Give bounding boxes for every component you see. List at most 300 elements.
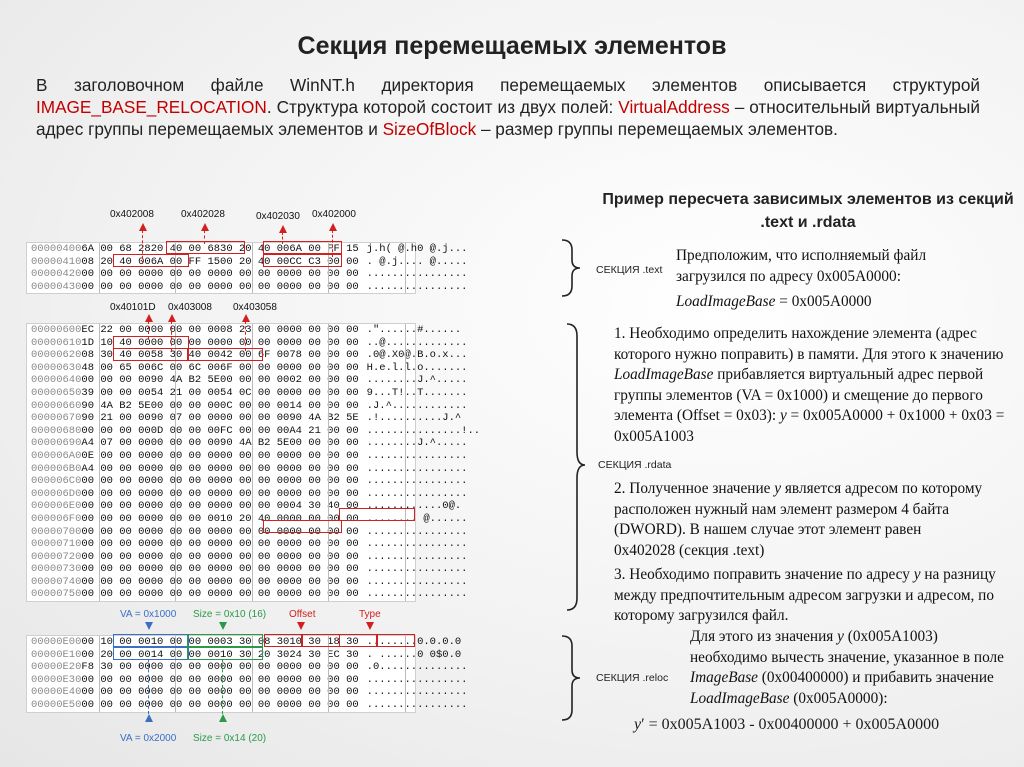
- hex-address: 00000630: [31, 361, 82, 374]
- hex-bytes: 00 00 00 00: [150, 500, 221, 513]
- hex-ascii: ................: [366, 525, 468, 538]
- hex-address: 00000E20: [31, 661, 82, 674]
- hex-row: [27, 399, 468, 413]
- hex-address: 00000720: [31, 550, 82, 563]
- hex-bytes: 90 4A B2 5E: [289, 412, 359, 425]
- arrow-down-icon: [297, 622, 305, 630]
- hex-bytes: 14 00 00 00: [150, 648, 221, 661]
- hex-row: [27, 437, 468, 450]
- hex-bytes: 00 00 00 00: [81, 374, 151, 387]
- hex-address: 000006F0: [31, 512, 82, 525]
- hex-address: 00000620: [31, 349, 82, 362]
- hex-address: 00000E50: [31, 698, 82, 711]
- hex-bytes: 00 00 00 00: [220, 268, 290, 281]
- hex-bytes: 00 00 00 00: [81, 698, 151, 711]
- hex-address: 00000670: [31, 412, 82, 425]
- slide-title: Секция перемещаемых элементов: [297, 32, 727, 60]
- hex-bytes: FC 00 00 00: [220, 424, 290, 437]
- hex-row: [27, 487, 468, 501]
- assumption-text: [676, 246, 996, 287]
- loadimagebase-line: [676, 292, 996, 313]
- column-divider: [99, 636, 100, 712]
- hex-bytes: 00 00 00 00: [289, 698, 359, 711]
- section-rdata-label: СЕКЦИЯ .rdata: [598, 459, 672, 471]
- hex-address: 00000E00: [31, 636, 82, 648]
- hex-address: 000006A0: [31, 449, 82, 462]
- highlight-0x402028: [166, 241, 245, 254]
- hex-row: [27, 575, 468, 589]
- rdata-annot-0x403058: 0x403058: [233, 302, 277, 313]
- hex-ascii: ................: [366, 686, 468, 699]
- hex-bytes: 00 00 00 00: [150, 673, 221, 686]
- hex-bytes: 08 30 40 00: [81, 349, 151, 362]
- hex-bytes: 00 00 00 00: [81, 550, 151, 563]
- hex-ascii: . ......0 0$0.0: [366, 648, 462, 661]
- hex-ascii: .0@.X0@.B.o.x...: [366, 349, 468, 362]
- highlight-entry-3018: [376, 634, 415, 647]
- connector-line: [148, 659, 149, 714]
- hex-bytes: 00 00 00 00: [150, 462, 221, 475]
- hex-ascii: ........J.^.....: [366, 374, 468, 387]
- hex-bytes: 00 00 00 00: [289, 538, 359, 551]
- rdata-annot-0x40101d: 0x40101D: [110, 302, 156, 313]
- hex-ascii: ........0.0.0.0: [366, 636, 462, 648]
- rdata-brace: [565, 322, 595, 612]
- arrow-up-icon: [201, 223, 209, 231]
- hex-address: 000006E0: [31, 500, 82, 513]
- column-divider: [175, 324, 176, 601]
- hex-ascii: 9...T!..T.......: [366, 386, 468, 399]
- highlight-0x402030: [263, 241, 342, 254]
- hex-bytes: 00 00 00 00: [150, 698, 221, 711]
- column-divider: [328, 636, 329, 712]
- hex-bytes: 00 00 00 00: [289, 661, 359, 674]
- hex-ascii: ................: [366, 475, 468, 488]
- hex-bytes: 6F 00 00 00: [220, 361, 290, 374]
- hex-bytes: 30 20 40 00: [220, 243, 290, 255]
- hex-bytes: 0E 00 00 00: [81, 449, 151, 462]
- hex-bytes: 00 00 00 00: [150, 280, 221, 293]
- arrow-up-icon: [145, 314, 153, 322]
- hex-ascii: ................: [366, 673, 468, 686]
- hex-bytes: 39 00 00 00: [81, 386, 151, 399]
- hex-bytes: 00 00 00 00: [220, 475, 290, 488]
- hex-bytes: 90 07 00 00: [150, 412, 221, 425]
- reloc-type-label: Type: [359, 609, 381, 620]
- hex-bytes: 00 00 00 00: [220, 686, 290, 699]
- column-divider: [405, 636, 406, 712]
- hex-address: 00000610: [31, 336, 82, 349]
- hex-ascii: .!..........J.^: [366, 412, 462, 425]
- result-formula: y′ = 0x005A1003 - 0x00400000 + 0x005A0000: [634, 716, 940, 733]
- hex-row: [27, 661, 468, 674]
- hex-address: 00000650: [31, 386, 82, 399]
- hex-bytes: 14 00 00 00: [289, 399, 359, 412]
- hex-bytes: 00 00 00 00: [220, 563, 290, 576]
- hex-ascii: ................: [366, 588, 468, 601]
- hex-address: 00000660: [31, 399, 82, 412]
- text-annot-0x402030: 0x402030: [256, 211, 300, 222]
- hex-bytes: 00 00 00 00: [81, 575, 151, 588]
- hex-bytes: 00 00 00 00: [150, 575, 221, 588]
- reloc-va-2000-label: VA = 0x2000: [120, 733, 177, 744]
- hex-address: 00000750: [31, 588, 82, 601]
- hex-bytes: 00 00 00 00: [220, 336, 290, 349]
- hex-bytes: 58 30 40 00: [150, 349, 221, 362]
- column-divider: [405, 243, 406, 293]
- hex-bytes: 00 00 00 00: [150, 550, 221, 563]
- hex-row: [27, 424, 481, 438]
- loadimagebase-value: = 0x005A0000: [775, 293, 872, 310]
- hex-bytes: 00 00 00 00: [289, 563, 359, 576]
- hex-bytes: 00 00 00 00: [289, 361, 359, 374]
- hex-address: 00000E40: [31, 686, 82, 699]
- hex-bytes: 00 00 00 00: [289, 575, 359, 588]
- text-annot-0x402008: 0x402008: [110, 209, 154, 220]
- hex-bytes: 08 23 00 00: [220, 324, 290, 336]
- hex-ascii: ................: [366, 487, 468, 500]
- connector-line: [245, 321, 246, 351]
- hex-bytes: 48 00 65 00: [81, 361, 151, 374]
- hex-bytes: 00 00 00 00: [289, 512, 359, 525]
- hex-row: [27, 686, 468, 699]
- hex-address: 00000680: [31, 424, 82, 437]
- step-3-detail-text: Для этого из значения y (0x005A1003) необходимо вычесть значение, указанное в поле ImageBase (0x00400000) и прибавить значение LoadImageBase (0x005A0000):: [690, 628, 1004, 707]
- hex-bytes: 00 00 00 00: [81, 268, 151, 281]
- hex-bytes: 00 00 00 00: [220, 698, 290, 711]
- hex-bytes: 00 00 00 00: [81, 525, 151, 538]
- hex-ascii: ................: [366, 575, 468, 588]
- hex-bytes: 0D 00 00 00: [150, 424, 221, 437]
- highlight-0x403008: [113, 348, 189, 361]
- hex-ascii: ..@.............: [366, 336, 468, 349]
- hex-row: [27, 525, 468, 539]
- hex-bytes: 00 00 00 00: [81, 500, 151, 513]
- hex-address: 00000690: [31, 437, 82, 450]
- step-2-text: 2. Полученное значение y является адресом по которому расположен нужный нам элемент размером 4 байта (DWORD). В нашем случае этот элемент равен 0x402028 (секция .text): [614, 480, 983, 559]
- hex-bytes: 04 30 40 00: [289, 500, 359, 513]
- hex-bytes: 00 00 00 00: [220, 280, 290, 293]
- reloc-size-14-label: Size = 0x14 (20): [193, 733, 267, 744]
- hex-row: [27, 588, 468, 601]
- hex-bytes: 00 00 00 00: [81, 563, 151, 576]
- hex-bytes: 90 4A B2 5E: [81, 399, 151, 412]
- hex-row: [27, 538, 468, 551]
- hex-address: 00000400: [31, 243, 82, 255]
- hex-bytes: 00 00 00 00: [81, 588, 151, 601]
- highlight-entry-3003: [264, 634, 303, 647]
- hex-bytes: 00 00 00 00: [220, 673, 290, 686]
- hex-bytes: 90 4A B2 5E: [220, 437, 290, 450]
- example-title: Пример пересчета зависимых элементов из секций .text и .rdata: [602, 191, 1014, 231]
- hex-bytes: 00 00 00 00: [220, 575, 290, 588]
- highlight-va-2000: [113, 647, 189, 660]
- section-reloc-label: СЕКЦИЯ .reloc: [596, 672, 669, 684]
- hex-address: 00000740: [31, 575, 82, 588]
- hex-bytes: 00 00 00 00: [150, 525, 221, 538]
- column-divider: [405, 324, 406, 601]
- hex-bytes: 00 00 00 00: [289, 487, 359, 500]
- highlight-va-1000: [113, 634, 189, 647]
- intro-paragraph: [36, 74, 980, 140]
- hex-row: [27, 361, 468, 375]
- hex-bytes: 6A 00 FF 15: [150, 255, 221, 268]
- hex-row: [27, 386, 468, 400]
- column-divider: [252, 324, 253, 601]
- hex-bytes: 00 00 00 00: [150, 336, 221, 349]
- reloc-va-1000-label: VA = 0x1000: [120, 609, 177, 620]
- hex-bytes: F8 30 00 00: [81, 661, 151, 674]
- intro-text-1: В заголовочном файле WinNT.h директория перемещаемых элементов описывается структурой: [36, 75, 980, 95]
- hex-address: 000006C0: [31, 475, 82, 488]
- hex-bytes: 00 00 00 00: [81, 673, 151, 686]
- hex-address: 00000600: [31, 324, 82, 336]
- column-divider: [328, 324, 329, 601]
- hex-bytes: 24 30 EC 30: [289, 648, 359, 661]
- hex-row: [27, 268, 468, 281]
- hex-bytes: 00 00 00 00: [289, 525, 359, 538]
- loadimagebase-label: LoadImageBase: [676, 293, 776, 310]
- hex-ascii: j.h( @.h0 @.j...: [366, 243, 468, 255]
- arrow-up-icon: [139, 223, 147, 231]
- hex-bytes: 00 00 00 00: [150, 449, 221, 462]
- field-sizeofblock: SizeOfBlock: [382, 119, 477, 139]
- hex-ascii: ................: [366, 268, 468, 281]
- hex-ascii: ................: [366, 550, 468, 563]
- hex-bytes: 00 20 40 00: [220, 255, 290, 268]
- hex-bytes: 10 20 40 00: [220, 512, 290, 525]
- hex-ascii: ................: [366, 449, 468, 462]
- hex-bytes: EC 22 00 00: [81, 324, 151, 336]
- step-3-text: 3. Необходимо поправить значение по адресу y на разницу между предпочтительным адресом загрузки и адресом, по которому загрузился файл.: [614, 566, 996, 624]
- hex-bytes: 00 00 00 00: [220, 525, 290, 538]
- hex-bytes: 00 00 00 00: [81, 280, 151, 293]
- hex-bytes: 00 00 00 00: [220, 538, 290, 551]
- hex-ascii: ................: [366, 563, 468, 576]
- hex-row: [27, 280, 468, 294]
- hex-row: [27, 550, 468, 564]
- hex-bytes: A4 21 00 00: [289, 424, 359, 437]
- intro-text-2: . Структура которой состоит из двух полей:: [266, 97, 619, 117]
- hex-row: [27, 324, 462, 337]
- hex-bytes: 6A 00 68 28: [81, 243, 151, 255]
- hex-ascii: ................: [366, 538, 468, 551]
- intro-text-4: – размер группы перемещаемых элементов.: [476, 119, 838, 139]
- hex-bytes: 00 00 00 00: [289, 268, 359, 281]
- arrow-up-icon: [145, 714, 153, 722]
- hex-bytes: 00 00 00 00: [220, 500, 290, 513]
- hex-bytes: 00 00 00 00: [150, 475, 221, 488]
- hex-bytes: A4 07 00 00: [81, 437, 151, 450]
- hex-bytes: 02 00 00 00: [289, 374, 359, 387]
- step-1-text: 1. Необходимо определить нахождение элемента (адрес которого нужно поправить) в памяти. Для этого к значению LoadImageBase прибавляется виртуальный адрес первой группы элементов (VA = 0x1000) и смещение до первого элемента (Offset = 0x03): y = 0x005A0000 + 0x1000 + 0x03 = 0x005A1003: [614, 325, 1005, 445]
- hex-row: [27, 449, 468, 463]
- hex-bytes: 00 00 00 00: [289, 386, 359, 399]
- connector-line: [222, 659, 223, 714]
- hex-bytes: 00 00 00 00: [150, 661, 221, 674]
- hex-bytes: 00 00 00 00: [289, 475, 359, 488]
- arrow-up-icon: [329, 223, 337, 231]
- hex-row: [27, 412, 462, 425]
- hex-bytes: 00 00 00 00: [289, 462, 359, 475]
- hex-row: [27, 563, 468, 576]
- hex-bytes: 00 00 00 00: [81, 686, 151, 699]
- hex-bytes: 10 00 00 00: [150, 636, 221, 648]
- highlight-0x402000: [263, 254, 342, 267]
- hex-row: [27, 255, 468, 269]
- highlight-0x403058: [187, 348, 263, 361]
- hex-bytes: 00 00 00 00: [289, 336, 359, 349]
- hex-address: 00000E30: [31, 673, 82, 686]
- hex-row: [27, 475, 468, 488]
- highlight-entry-3010: [339, 634, 378, 647]
- hex-address: 00000730: [31, 563, 82, 576]
- column-divider: [99, 324, 100, 601]
- hex-bytes: 00 00 00 00: [220, 487, 290, 500]
- hex-bytes: 00 00 00 00: [289, 588, 359, 601]
- hex-row: [27, 374, 468, 387]
- arrow-up-icon: [242, 314, 250, 322]
- column-divider: [252, 243, 253, 293]
- hex-row: [27, 462, 468, 476]
- hex-bytes: 54 21 00 00: [150, 386, 221, 399]
- hex-bytes: 00 00 00 00: [150, 399, 221, 412]
- highlight-0x402010: [263, 520, 342, 533]
- hex-bytes: 54 0C 00 00: [220, 386, 290, 399]
- hex-bytes: 00 00 00 00: [81, 512, 151, 525]
- hex-address: 00000E10: [31, 648, 82, 661]
- highlight-entry-3008: [301, 634, 340, 647]
- hex-ascii: .J.^............: [366, 399, 468, 412]
- hex-bytes: 08 20 40 00: [81, 255, 151, 268]
- arrow-up-icon: [219, 714, 227, 722]
- hex-bytes: 6C 00 6C 00: [150, 361, 221, 374]
- arrow-up-icon: [279, 225, 287, 233]
- highlight-0x403004: [339, 508, 415, 521]
- hex-row: [27, 673, 468, 687]
- hex-bytes: 00 00 00 00: [150, 512, 221, 525]
- hex-bytes: 00 00 00 00: [150, 686, 221, 699]
- hex-bytes: A4 00 00 00: [81, 462, 151, 475]
- hex-bytes: 20 40 00 68: [150, 243, 221, 255]
- hex-bytes: 78 00 00 00: [289, 349, 359, 362]
- hex-address: 00000640: [31, 374, 82, 387]
- hex-bytes: 00 00 00 00: [220, 550, 290, 563]
- hex-bytes: 00 00 00 00: [150, 268, 221, 281]
- hex-bytes: 00 00 00 00: [81, 538, 151, 551]
- hex-bytes: CC C3 00 00: [289, 255, 359, 268]
- hex-ascii: ........J.^.....: [366, 437, 468, 450]
- hex-bytes: 0C 00 00 00: [220, 399, 290, 412]
- hex-bytes: 00 00 00 00: [289, 449, 359, 462]
- hex-ascii: ................: [366, 462, 468, 475]
- arrow-down-icon: [366, 622, 374, 630]
- intro-text-3: – относительный виртуальный адрес группы перемещаемых элементов и: [36, 97, 980, 139]
- highlight-size-10: [187, 634, 263, 647]
- hex-bytes: 00 00 00 00: [220, 449, 290, 462]
- hex-bytes: 00 00 00 00: [150, 588, 221, 601]
- hex-address: 00000430: [31, 280, 82, 293]
- hex-bytes: 00 00 00 00: [81, 424, 151, 437]
- hex-ascii: ........ @......: [366, 512, 468, 525]
- text-brace: [560, 238, 590, 298]
- hex-bytes: 90 4A B2 5E: [150, 374, 221, 387]
- field-virtualaddress: VirtualAddress: [618, 97, 730, 117]
- text-annot-0x402028: 0x402028: [181, 209, 225, 220]
- struct-name: IMAGE_BASE_RELOCATION: [36, 97, 267, 117]
- hex-bytes: 90 21 00 00: [81, 412, 151, 425]
- hex-bytes: 03 30 08 30: [220, 636, 290, 648]
- reloc-brace: [560, 634, 590, 722]
- hex-ascii: . @.j.... @.....: [366, 255, 468, 268]
- highlight-size-14: [187, 647, 263, 660]
- hex-ascii: ."......#......: [366, 324, 462, 336]
- hex-ascii: ................: [366, 698, 468, 711]
- hex-address: 000006B0: [31, 462, 82, 475]
- hex-bytes: 00 00 00 00: [150, 487, 221, 500]
- arrow-down-icon: [219, 622, 227, 630]
- hex-bytes: 00 00 00 00: [150, 563, 221, 576]
- hex-bytes: 00 00 00 00: [289, 280, 359, 293]
- hex-address: 00000420: [31, 268, 82, 281]
- hex-bytes: 00 00 00 00: [289, 437, 359, 450]
- hex-bytes: 00 00 00 00: [289, 686, 359, 699]
- hex-ascii: H.e.l.l.o.......: [366, 361, 468, 374]
- hex-bytes: 00 00 00 00: [220, 374, 290, 387]
- reloc-size-10-label: Size = 0x10 (16): [193, 609, 267, 620]
- hex-bytes: 1D 10 40 00: [81, 336, 151, 349]
- hex-bytes: 00 00 00 00: [289, 673, 359, 686]
- hex-bytes: 00 20 00 00: [81, 648, 151, 661]
- hex-bytes: 00 00 00 00: [220, 412, 290, 425]
- highlight-0x402008: [113, 254, 189, 267]
- reloc-offset-label: Offset: [289, 609, 316, 620]
- hex-bytes: 00 10 00 00: [81, 636, 151, 648]
- hex-bytes: 00 00 00 00: [81, 487, 151, 500]
- hex-address: 00000700: [31, 525, 82, 538]
- hex-bytes: 00 00 00 00: [150, 437, 221, 450]
- rdata-annot-0x403008: 0x403008: [168, 302, 212, 313]
- hex-address: 00000710: [31, 538, 82, 551]
- hex-bytes: 00 00 00 00: [150, 538, 221, 551]
- hex-bytes: 00 00 00 00: [220, 462, 290, 475]
- section-text-label: СЕКЦИЯ .text: [596, 264, 663, 276]
- hex-ascii: .0..............: [366, 661, 468, 674]
- hex-ascii: ............0@.: [366, 500, 462, 513]
- hex-bytes: 6A 00 FF 15: [289, 243, 359, 255]
- hex-bytes: 00 00 00 00: [220, 588, 290, 601]
- hex-ascii: ................: [366, 280, 468, 293]
- hex-bytes: 00 00 00 00: [81, 475, 151, 488]
- hex-bytes: 42 00 6F 00: [220, 349, 290, 362]
- arrow-down-icon: [145, 622, 153, 630]
- text-annot-0x402000: 0x402000: [312, 209, 356, 220]
- hex-bytes: 00 00 00 00: [289, 550, 359, 563]
- hex-address: 00000410: [31, 255, 82, 268]
- hex-bytes: 10 30 20 30: [220, 648, 290, 661]
- column-divider: [99, 243, 100, 293]
- hex-bytes: 00 00 00 00: [289, 324, 359, 336]
- hex-row: [27, 698, 468, 712]
- hex-bytes: 10 30 18 30: [289, 636, 359, 648]
- hex-bytes: 00 00 00 00: [150, 324, 221, 336]
- arrow-up-icon: [168, 314, 176, 322]
- hex-address: 000006D0: [31, 487, 82, 500]
- hex-dump-rdata: [26, 323, 481, 602]
- assumption-line: Предположим, что исполняемый файл загрузился по адресу 0x005A0000:: [676, 247, 927, 285]
- hex-ascii: ...............!..: [366, 424, 481, 437]
- hex-bytes: 00 00 00 00: [220, 661, 290, 674]
